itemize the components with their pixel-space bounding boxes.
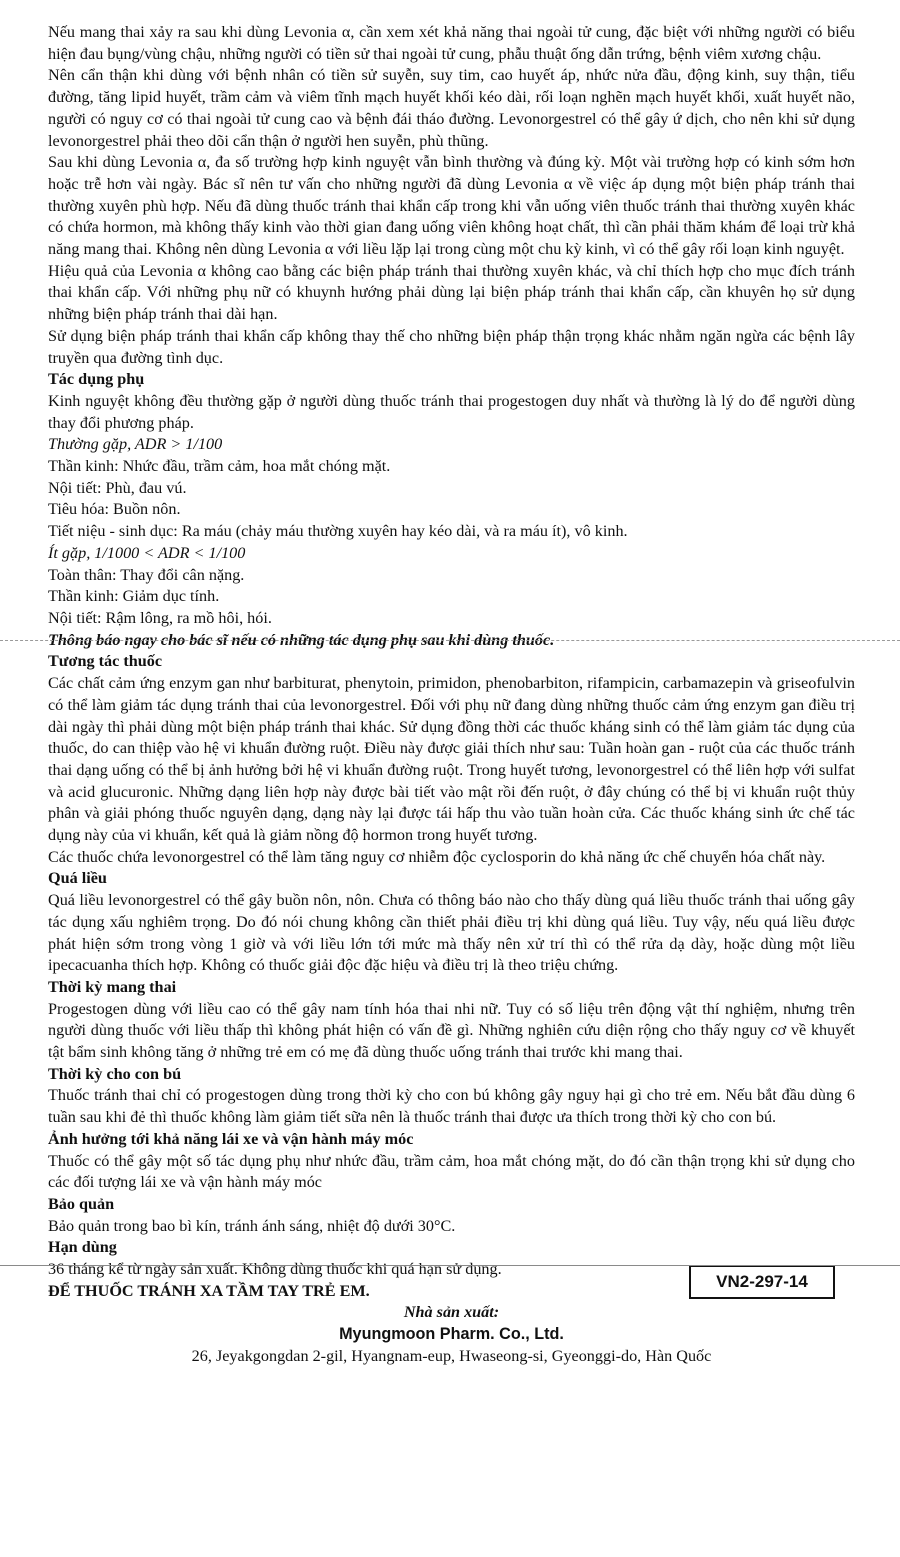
menstruation-paragraph: Sau khi dùng Levonia α, đa số trường hợp kinh nguyệt vẫn bình thường và đúng kỳ. Một vài trường hợp có kinh sớm hơn hoặc trễ hơn vài ngày. Bác sĩ nên tư vấn cho những người đã dùng Levonia α về việc áp dụng một biện pháp tránh thai thường xuyên phù hợp. Nếu đã dùng thuốc tránh thai khẩn cấp trong khi vẫn uống viên thuốc tránh thai thường xuyên khác có chứa hormon, mà không thấy kinh vào thời gian đang uống viên không hoạt chất, thì cần phải thăm khám để loại trừ khả năng mang thai. Không nên dùng Levonia α với liều lặp lại trong cùng một chu kỳ kinh, vì có thể gây rối loạn kinh nguyệt.	[48, 153, 855, 259]
common-effect-item: Tiêu hóa: Buồn nôn.	[48, 500, 181, 519]
rare-effect-item: Thần kinh: Giảm dục tính.	[48, 587, 220, 606]
manufacturer-name: Myungmoon Pharm. Co., Ltd.	[339, 1325, 564, 1344]
driving-paragraph: Thuốc có thể gây một số tác dụng phụ như nhức đầu, trầm cảm, hoa mắt chóng mặt, do đó cần thận trọng khi sử dụng cho các đối tượng lái xe và vận hành máy móc	[48, 1151, 855, 1192]
caution-paragraph: Nên cẩn thận khi dùng với bệnh nhân có tiền sử suyễn, suy tim, cao huyết áp, nhức nửa đầu, động kinh, suy thận, tiểu đường, tăng lipid huyết, trầm cảm và viêm tĩnh mạch huyết khối kéo dài, rối loạn nghẽn mạch huyết khối, xuất huyết não, người có nguy cơ có thai ngoài tử cung cao và bệnh đái tháo đường. Levonorgestrel có thể gây ứ dịch, cho nên khi sử dụng levonorgestrel phải theo dõi cẩn thận ở người hen suyễn, phù thũng.	[48, 66, 855, 150]
common-effect-item: Nội tiết: Phù, đau vú.	[48, 478, 187, 497]
footer-block	[48, 1259, 855, 1368]
rare-effect-item: Toàn thân: Thay đổi cân nặng.	[48, 565, 245, 584]
storage-paragraph: Bảo quản trong bao bì kín, tránh ánh sáng, nhiệt độ dưới 30°C.	[48, 1216, 456, 1235]
side-effects-heading: Tác dụng phụ	[48, 370, 145, 389]
manufacturer-address: 26, Jeyakgongdan 2-gil, Hyangnam-eup, Hwaseong-si, Gyeonggi-do, Hàn Quốc	[191, 1346, 712, 1365]
interactions-paragraph: Các thuốc chứa levonorgestrel có thể làm tăng nguy cơ nhiễm độc cyclosporin do khả năng ức chế chuyển hóa chất này.	[48, 847, 826, 866]
lactation-heading: Thời kỳ cho con bú	[48, 1064, 182, 1083]
efficacy-paragraph: Hiệu quả của Levonia α không cao bằng các biện pháp tránh thai thường xuyên khác, và chỉ thích hợp cho mục đích tránh thai khẩn cấp. Với những phụ nữ có khuynh hướng phải dùng lại biện pháp tránh thai khẩn cấp, cần khuyên họ sử dụng những biện pháp tránh thai dài hạn.	[48, 261, 855, 324]
manufacturer-label: Nhà sản xuất:	[403, 1303, 500, 1322]
storage-heading: Bảo quản	[48, 1194, 115, 1213]
interactions-heading: Tương tác thuốc	[48, 652, 163, 671]
std-paragraph: Sử dụng biện pháp tránh thai khẩn cấp không thay thế cho những biện pháp thận trọng khác nhằm ngăn ngừa các bệnh lây truyền qua đường tình dục.	[48, 326, 855, 367]
rare-effect-item: Nội tiết: Rậm lông, ra mồ hôi, hói.	[48, 608, 272, 627]
side-effects-intro: Kinh nguyệt không đều thường gặp ở người dùng thuốc tránh thai progestogen duy nhất và thường là lý do để người dùng thay đổi phương pháp.	[48, 391, 855, 432]
lactation-paragraph: Thuốc tránh thai chỉ có progestogen dùng trong thời kỳ cho con bú không gây nguy hại gì cho trẻ em. Nếu bắt đầu dùng 6 tuần sau khi đẻ thì thuốc không làm giảm tiết sữa nên là thuốc tránh thai được ưa thích trong thời kỳ cho con bú.	[48, 1086, 855, 1127]
common-effect-item: Tiết niệu - sinh dục: Ra máu (chảy máu thường xuyên hay kéo dài, và ra máu ít), vô kinh.	[48, 522, 628, 541]
common-effect-item: Thần kinh: Nhức đầu, trầm cảm, hoa mắt chóng mặt.	[48, 457, 391, 476]
common-effects-label: Thường gặp, ADR > 1/100	[48, 435, 223, 454]
expiry-heading: Hạn dùng	[48, 1238, 117, 1257]
overdose-paragraph: Quá liều levonorgestrel có thể gây buồn nôn, nôn. Chưa có thông báo nào cho thấy dùng quá liều thuốc tránh thai uống gây tác dụng xấu nghiêm trọng. Do đó nói chung không cần thiết phải điều trị khi dùng quá liều. Tuy vậy, nếu quá liều được phát hiện sớm trong vòng 1 giờ và với liều lớn tới mức mà thấy nên xử trí thì có thể rửa dạ dày, hoặc dùng một liều ipecacuanha thích hợp. Không có thuốc giải độc đặc hiệu và điều trị là theo triệu chứng.	[48, 891, 855, 975]
side-effects-notice: Thông báo ngay cho bác sĩ nếu có những tác dụng phụ sau khi dùng thuốc.	[48, 630, 555, 649]
registration-number-box: VN2-297-14	[689, 1265, 835, 1299]
driving-heading: Ảnh hưởng tới khả năng lái xe và vận hành máy móc	[48, 1129, 414, 1148]
pregnancy-paragraph: Progestogen dùng với liều cao có thể gây nam tính hóa thai nhi nữ. Tuy có số liệu trên động vật thí nghiệm, nhưng trên người dùng thuốc với liều thấp thì không phát hiện có vấn đề gì. Những nghiên cứu diện rộng cho thấy nguy cơ về khuyết tật bẩm sinh không tăng ở những trẻ em có mẹ đã dùng thuốc uống tránh thai trước khi mang thai.	[48, 999, 855, 1062]
rare-effects-label: Ít gặp, 1/1000 < ADR < 1/100	[48, 543, 246, 562]
child-warning: ĐỂ THUỐC TRÁNH XA TẦM TAY TRẺ EM.	[48, 1281, 370, 1300]
pregnancy-heading: Thời kỳ mang thai	[48, 977, 177, 996]
expiry-paragraph: 36 tháng kể từ ngày sản xuất. Không dùng thuốc khi quá hạn sử dụng.	[48, 1260, 502, 1279]
fold-line	[0, 1265, 900, 1266]
interactions-paragraph: Các chất cảm ứng enzym gan như barbiturat, phenytoin, primidon, phenobarbiton, rifampicin, carbamazepin và griseofulvin có thể làm giảm tác dụng tránh thai của levonorgestrel. Đối với phụ nữ đang dùng những thuốc cảm ứng enzym gan điều trị dài ngày thì phải dùng một biện pháp tránh thai khác. Sử dụng đồng thời các thuốc kháng sinh có thể làm giảm tác dụng của thuốc, do can thiệp vào hệ vi khuẩn đường ruột. Điều này được giải thích như sau: Tuần hoàn gan - ruột của các thuốc tránh thai dạng uống có thể bị ảnh hưởng bởi hệ vi khuẩn đường ruột. Trong huyết tương, levonorgestrel có thể liên hợp với sulfat và acid glucuronic. Những dạng liên hợp này được bài tiết vào mật rồi đến ruột, ở đây chúng có thể bị vi khuẩn ruột thủy phân và giải phóng thuốc nguyên dạng, dạng này lại được tái hấp thu vào tuần hoàn cửa. Các thuốc kháng sinh ức chế tác dụng này của vi khuẩn, kết quả là giảm nồng độ hormon trong huyết tương.	[48, 674, 855, 845]
fold-line	[0, 640, 900, 641]
overdose-heading: Quá liều	[48, 869, 107, 888]
ectopic-pregnancy-paragraph: Nếu mang thai xảy ra sau khi dùng Levonia α, cần xem xét khả năng thai ngoài tử cung, đặc biệt với những người có biểu hiện đau bụng/vùng chậu, những người có tiền sử thai ngoài tử cung, phẫu thuật ống dẫn trứng, bệnh viêm xương chậu.	[48, 23, 855, 63]
